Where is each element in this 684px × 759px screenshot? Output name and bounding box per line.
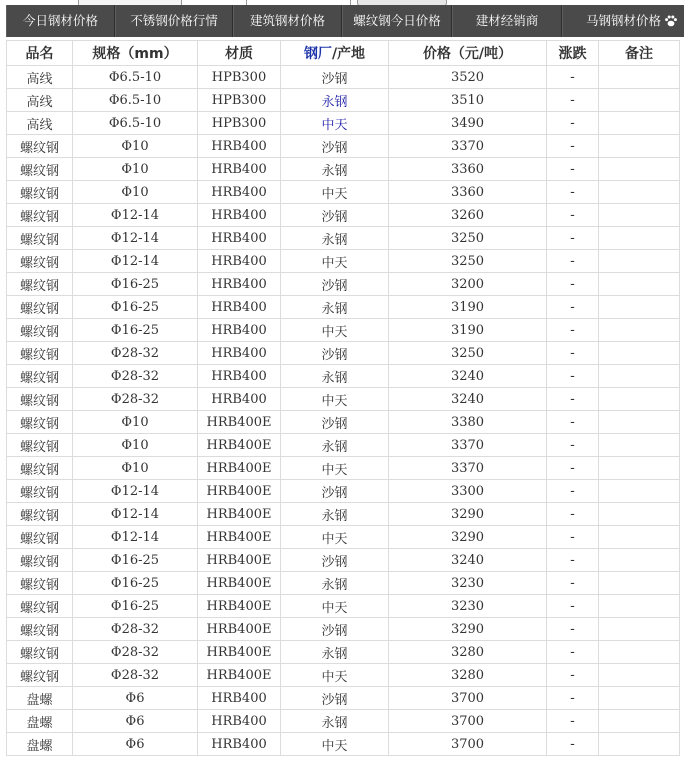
cell-price: 3360 bbox=[389, 181, 547, 204]
cell-factory: 永钢 bbox=[281, 158, 389, 181]
cell-name: 螺纹钢 bbox=[7, 158, 73, 181]
cell-price: 3250 bbox=[389, 342, 547, 365]
cell-factory: 沙钢 bbox=[281, 135, 389, 158]
cell-note bbox=[599, 365, 680, 388]
cell-material: HPB300 bbox=[198, 112, 281, 135]
cell-name: 螺纹钢 bbox=[7, 342, 73, 365]
table-row bbox=[7, 687, 680, 710]
table-row bbox=[7, 457, 680, 480]
cell-factory: 永钢 bbox=[281, 503, 389, 526]
cell-factory: 永钢 bbox=[281, 296, 389, 319]
cell-change: - bbox=[547, 572, 599, 595]
table-row bbox=[7, 411, 680, 434]
cell-note bbox=[599, 664, 680, 687]
cell-name: 螺纹钢 bbox=[7, 549, 73, 572]
col-header-note: 备注 bbox=[599, 41, 680, 66]
col-header-factory-a: 钢厂 bbox=[303, 46, 332, 62]
cell-material: HRB400E bbox=[198, 572, 281, 595]
table-row bbox=[7, 434, 680, 457]
table-row bbox=[7, 595, 680, 618]
cell-factory: 沙钢 bbox=[281, 66, 389, 89]
table-header-row bbox=[7, 41, 680, 66]
table-row bbox=[7, 342, 680, 365]
table-row bbox=[7, 181, 680, 204]
cell-change: - bbox=[547, 549, 599, 572]
cell-price: 3700 bbox=[389, 687, 547, 710]
table-row bbox=[7, 227, 680, 250]
cell-note bbox=[599, 595, 680, 618]
cell-note bbox=[599, 618, 680, 641]
cell-change: - bbox=[547, 503, 599, 526]
cell-material: HRB400E bbox=[198, 641, 281, 664]
cell-spec: Φ28-32 bbox=[73, 365, 198, 388]
cell-spec: Φ10 bbox=[73, 457, 198, 480]
nav-item-label: 建材经销商 bbox=[475, 13, 539, 28]
cell-material: HRB400 bbox=[198, 733, 281, 756]
cell-note bbox=[599, 549, 680, 572]
cell-spec: Φ28-32 bbox=[73, 342, 198, 365]
cell-price: 3290 bbox=[389, 526, 547, 549]
cell-factory: 永钢 bbox=[281, 641, 389, 664]
cell-factory: 中天 bbox=[281, 664, 389, 687]
cell-change: - bbox=[547, 710, 599, 733]
cell-change: - bbox=[547, 319, 599, 342]
cell-price: 3290 bbox=[389, 618, 547, 641]
cell-factory: 中天 bbox=[281, 733, 389, 756]
table-row bbox=[7, 388, 680, 411]
table-row bbox=[7, 204, 680, 227]
table-row bbox=[7, 250, 680, 273]
nav-item-stainless-price[interactable] bbox=[115, 5, 233, 37]
cell-factory: 中天 bbox=[281, 319, 389, 342]
cell-name: 螺纹钢 bbox=[7, 641, 73, 664]
table-row bbox=[7, 733, 680, 756]
cell-note bbox=[599, 733, 680, 756]
cell-factory: 中天 bbox=[281, 388, 389, 411]
table-row bbox=[7, 112, 680, 135]
col-header-name: 品名 bbox=[7, 41, 73, 66]
cell-price: 3230 bbox=[389, 572, 547, 595]
nav-item-label: 建筑钢材价格 bbox=[249, 13, 325, 28]
cell-name: 高线 bbox=[7, 89, 73, 112]
cell-name: 螺纹钢 bbox=[7, 664, 73, 687]
cell-note bbox=[599, 181, 680, 204]
price-table bbox=[6, 40, 680, 756]
cell-name: 螺纹钢 bbox=[7, 227, 73, 250]
cell-spec: Φ12-14 bbox=[73, 227, 198, 250]
cell-spec: Φ16-25 bbox=[73, 296, 198, 319]
cell-factory: 永钢 bbox=[281, 89, 389, 112]
cell-change: - bbox=[547, 388, 599, 411]
cell-factory: 永钢 bbox=[281, 227, 389, 250]
cell-spec: Φ16-25 bbox=[73, 572, 198, 595]
cell-note bbox=[599, 250, 680, 273]
cell-material: HRB400E bbox=[198, 457, 281, 480]
cell-note bbox=[599, 227, 680, 250]
cell-spec: Φ6 bbox=[73, 733, 198, 756]
cell-price: 3240 bbox=[389, 388, 547, 411]
cell-spec: Φ12-14 bbox=[73, 503, 198, 526]
cell-change: - bbox=[547, 434, 599, 457]
cell-factory: 沙钢 bbox=[281, 411, 389, 434]
cell-spec: Φ6.5-10 bbox=[73, 89, 198, 112]
cell-note bbox=[599, 687, 680, 710]
nav-item-label: 马钢钢材价格 bbox=[585, 13, 661, 28]
cell-name: 螺纹钢 bbox=[7, 181, 73, 204]
table-row bbox=[7, 549, 680, 572]
cell-factory: 中天 bbox=[281, 526, 389, 549]
cell-change: - bbox=[547, 526, 599, 549]
cell-note bbox=[599, 296, 680, 319]
cell-material: HRB400 bbox=[198, 158, 281, 181]
cell-material: HRB400E bbox=[198, 549, 281, 572]
cell-change: - bbox=[547, 733, 599, 756]
cell-spec: Φ6.5-10 bbox=[73, 66, 198, 89]
cell-material: HRB400 bbox=[198, 342, 281, 365]
cell-factory: 沙钢 bbox=[281, 204, 389, 227]
cell-spec: Φ12-14 bbox=[73, 526, 198, 549]
cell-price: 3380 bbox=[389, 411, 547, 434]
table-row bbox=[7, 89, 680, 112]
cell-name: 螺纹钢 bbox=[7, 618, 73, 641]
cell-price: 3190 bbox=[389, 319, 547, 342]
nav-item-construction-steel[interactable] bbox=[233, 5, 342, 37]
cell-spec: Φ6 bbox=[73, 710, 198, 733]
cell-material: HRB400E bbox=[198, 618, 281, 641]
cell-material: HRB400 bbox=[198, 365, 281, 388]
cell-factory: 沙钢 bbox=[281, 273, 389, 296]
cell-change: - bbox=[547, 250, 599, 273]
cell-spec: Φ12-14 bbox=[73, 204, 198, 227]
cell-material: HRB400 bbox=[198, 388, 281, 411]
cell-note bbox=[599, 89, 680, 112]
cell-name: 螺纹钢 bbox=[7, 434, 73, 457]
col-header-price: 价格（元/吨） bbox=[389, 41, 547, 66]
table-row bbox=[7, 319, 680, 342]
table-row bbox=[7, 572, 680, 595]
cell-note bbox=[599, 204, 680, 227]
cell-note bbox=[599, 572, 680, 595]
table-row bbox=[7, 135, 680, 158]
cell-note bbox=[599, 135, 680, 158]
cell-spec: Φ10 bbox=[73, 181, 198, 204]
cell-name: 盘螺 bbox=[7, 710, 73, 733]
cell-price: 3200 bbox=[389, 273, 547, 296]
cell-price: 3260 bbox=[389, 204, 547, 227]
cell-note bbox=[599, 388, 680, 411]
cell-factory: 永钢 bbox=[281, 710, 389, 733]
cell-material: HRB400 bbox=[198, 319, 281, 342]
cell-change: - bbox=[547, 158, 599, 181]
paw-icon bbox=[664, 14, 678, 28]
cell-spec: Φ28-32 bbox=[73, 388, 198, 411]
cell-name: 螺纹钢 bbox=[7, 572, 73, 595]
cell-note bbox=[599, 480, 680, 503]
cell-price: 3230 bbox=[389, 595, 547, 618]
cell-material: HRB400E bbox=[198, 526, 281, 549]
cell-factory: 沙钢 bbox=[281, 618, 389, 641]
cell-material: HRB400 bbox=[198, 710, 281, 733]
cell-note bbox=[599, 641, 680, 664]
table-row bbox=[7, 664, 680, 687]
cell-change: - bbox=[547, 181, 599, 204]
col-header-change: 涨跌 bbox=[547, 41, 599, 66]
cell-price: 3370 bbox=[389, 457, 547, 480]
cell-price: 3370 bbox=[389, 135, 547, 158]
cell-factory: 永钢 bbox=[281, 572, 389, 595]
cell-change: - bbox=[547, 641, 599, 664]
nav-item-today-steel-price[interactable] bbox=[6, 5, 115, 37]
cell-name: 螺纹钢 bbox=[7, 250, 73, 273]
cell-price: 3290 bbox=[389, 503, 547, 526]
cell-change: - bbox=[547, 135, 599, 158]
cell-price: 3700 bbox=[389, 710, 547, 733]
cell-note bbox=[599, 342, 680, 365]
col-header-material: 材质 bbox=[198, 41, 281, 66]
cell-material: HRB400 bbox=[198, 204, 281, 227]
cell-factory: 中天 bbox=[281, 112, 389, 135]
cell-factory: 沙钢 bbox=[281, 480, 389, 503]
cell-change: - bbox=[547, 112, 599, 135]
cell-spec: Φ16-25 bbox=[73, 595, 198, 618]
cell-name: 螺纹钢 bbox=[7, 411, 73, 434]
cell-name: 螺纹钢 bbox=[7, 319, 73, 342]
cell-change: - bbox=[547, 89, 599, 112]
cell-price: 3700 bbox=[389, 733, 547, 756]
col-header-factory bbox=[281, 41, 389, 66]
cell-change: - bbox=[547, 204, 599, 227]
cell-note bbox=[599, 273, 680, 296]
nav-item-label: 螺纹钢今日价格 bbox=[353, 13, 441, 28]
cell-note bbox=[599, 112, 680, 135]
cell-name: 高线 bbox=[7, 66, 73, 89]
cell-name: 盘螺 bbox=[7, 687, 73, 710]
cell-material: HRB400 bbox=[198, 181, 281, 204]
cell-name: 螺纹钢 bbox=[7, 480, 73, 503]
cell-factory: 中天 bbox=[281, 181, 389, 204]
cell-name: 螺纹钢 bbox=[7, 503, 73, 526]
cell-name: 螺纹钢 bbox=[7, 365, 73, 388]
cell-note bbox=[599, 457, 680, 480]
cell-change: - bbox=[547, 595, 599, 618]
cell-price: 3280 bbox=[389, 641, 547, 664]
cell-name: 螺纹钢 bbox=[7, 135, 73, 158]
cell-price: 3510 bbox=[389, 89, 547, 112]
cell-factory: 中天 bbox=[281, 250, 389, 273]
table-row bbox=[7, 641, 680, 664]
cell-name: 螺纹钢 bbox=[7, 204, 73, 227]
cell-spec: Φ6 bbox=[73, 687, 198, 710]
cell-material: HRB400 bbox=[198, 296, 281, 319]
cell-spec: Φ28-32 bbox=[73, 641, 198, 664]
cell-price: 3370 bbox=[389, 434, 547, 457]
cell-spec: Φ16-25 bbox=[73, 273, 198, 296]
table-row bbox=[7, 503, 680, 526]
cell-material: HRB400E bbox=[198, 411, 281, 434]
cell-material: HRB400 bbox=[198, 250, 281, 273]
cell-material: HRB400E bbox=[198, 503, 281, 526]
cell-spec: Φ6.5-10 bbox=[73, 112, 198, 135]
cell-factory: 永钢 bbox=[281, 365, 389, 388]
cell-name: 高线 bbox=[7, 112, 73, 135]
table-row bbox=[7, 618, 680, 641]
cell-note bbox=[599, 319, 680, 342]
table-row bbox=[7, 296, 680, 319]
cell-note bbox=[599, 710, 680, 733]
cell-note bbox=[599, 434, 680, 457]
cell-spec: Φ28-32 bbox=[73, 664, 198, 687]
cell-name: 螺纹钢 bbox=[7, 296, 73, 319]
cell-name: 螺纹钢 bbox=[7, 526, 73, 549]
cell-spec: Φ12-14 bbox=[73, 250, 198, 273]
cell-factory: 沙钢 bbox=[281, 687, 389, 710]
nav-item-magang-price[interactable] bbox=[562, 5, 684, 37]
cell-change: - bbox=[547, 66, 599, 89]
cell-material: HRB400E bbox=[198, 434, 281, 457]
cell-material: HRB400 bbox=[198, 273, 281, 296]
cell-material: HRB400 bbox=[198, 135, 281, 158]
cell-material: HRB400 bbox=[198, 227, 281, 250]
cell-change: - bbox=[547, 342, 599, 365]
cell-spec: Φ10 bbox=[73, 434, 198, 457]
cell-factory: 永钢 bbox=[281, 434, 389, 457]
cell-note bbox=[599, 158, 680, 181]
cell-spec: Φ12-14 bbox=[73, 480, 198, 503]
cell-change: - bbox=[547, 273, 599, 296]
cell-change: - bbox=[547, 480, 599, 503]
cell-change: - bbox=[547, 411, 599, 434]
cell-spec: Φ16-25 bbox=[73, 549, 198, 572]
table-row bbox=[7, 526, 680, 549]
cell-factory: 中天 bbox=[281, 457, 389, 480]
cell-factory: 沙钢 bbox=[281, 342, 389, 365]
cell-change: - bbox=[547, 227, 599, 250]
cell-name: 螺纹钢 bbox=[7, 273, 73, 296]
cell-name: 螺纹钢 bbox=[7, 388, 73, 411]
cell-change: - bbox=[547, 687, 599, 710]
cell-price: 3240 bbox=[389, 365, 547, 388]
cell-name: 螺纹钢 bbox=[7, 457, 73, 480]
cell-material: HPB300 bbox=[198, 66, 281, 89]
cell-change: - bbox=[547, 365, 599, 388]
cell-price: 3360 bbox=[389, 158, 547, 181]
cell-material: HRB400E bbox=[198, 664, 281, 687]
cell-material: HRB400 bbox=[198, 687, 281, 710]
table-row bbox=[7, 66, 680, 89]
col-header-spec: 规格（mm） bbox=[73, 41, 198, 66]
cell-spec: Φ10 bbox=[73, 135, 198, 158]
table-row bbox=[7, 158, 680, 181]
cell-change: - bbox=[547, 618, 599, 641]
cell-material: HRB400E bbox=[198, 595, 281, 618]
cell-change: - bbox=[547, 457, 599, 480]
table-row bbox=[7, 365, 680, 388]
nav-item-label: 不锈钢价格行情 bbox=[130, 13, 218, 28]
cell-note bbox=[599, 503, 680, 526]
cell-material: HRB400E bbox=[198, 480, 281, 503]
cell-name: 盘螺 bbox=[7, 733, 73, 756]
nav-bar bbox=[6, 5, 684, 37]
cell-price: 3250 bbox=[389, 227, 547, 250]
cell-name: 螺纹钢 bbox=[7, 595, 73, 618]
cell-note bbox=[599, 411, 680, 434]
cell-spec: Φ28-32 bbox=[73, 618, 198, 641]
cell-price: 3240 bbox=[389, 549, 547, 572]
cell-note bbox=[599, 66, 680, 89]
cell-price: 3520 bbox=[389, 66, 547, 89]
table-row bbox=[7, 480, 680, 503]
cell-factory: 中天 bbox=[281, 595, 389, 618]
cell-price: 3490 bbox=[389, 112, 547, 135]
cell-spec: Φ10 bbox=[73, 411, 198, 434]
cell-change: - bbox=[547, 664, 599, 687]
cell-price: 3250 bbox=[389, 250, 547, 273]
nav-item-label: 今日钢材价格 bbox=[22, 13, 98, 28]
cell-material: HPB300 bbox=[198, 89, 281, 112]
cell-factory: 沙钢 bbox=[281, 549, 389, 572]
col-header-factory-b: /产地 bbox=[331, 46, 366, 62]
cell-price: 3190 bbox=[389, 296, 547, 319]
cell-price: 3300 bbox=[389, 480, 547, 503]
cell-price: 3280 bbox=[389, 664, 547, 687]
table-row bbox=[7, 273, 680, 296]
cell-spec: Φ16-25 bbox=[73, 319, 198, 342]
cell-change: - bbox=[547, 296, 599, 319]
nav-item-rebar-today[interactable] bbox=[342, 5, 452, 37]
cell-spec: Φ10 bbox=[73, 158, 198, 181]
nav-item-dealers[interactable] bbox=[452, 5, 562, 37]
cell-note bbox=[599, 526, 680, 549]
table-row bbox=[7, 710, 680, 733]
